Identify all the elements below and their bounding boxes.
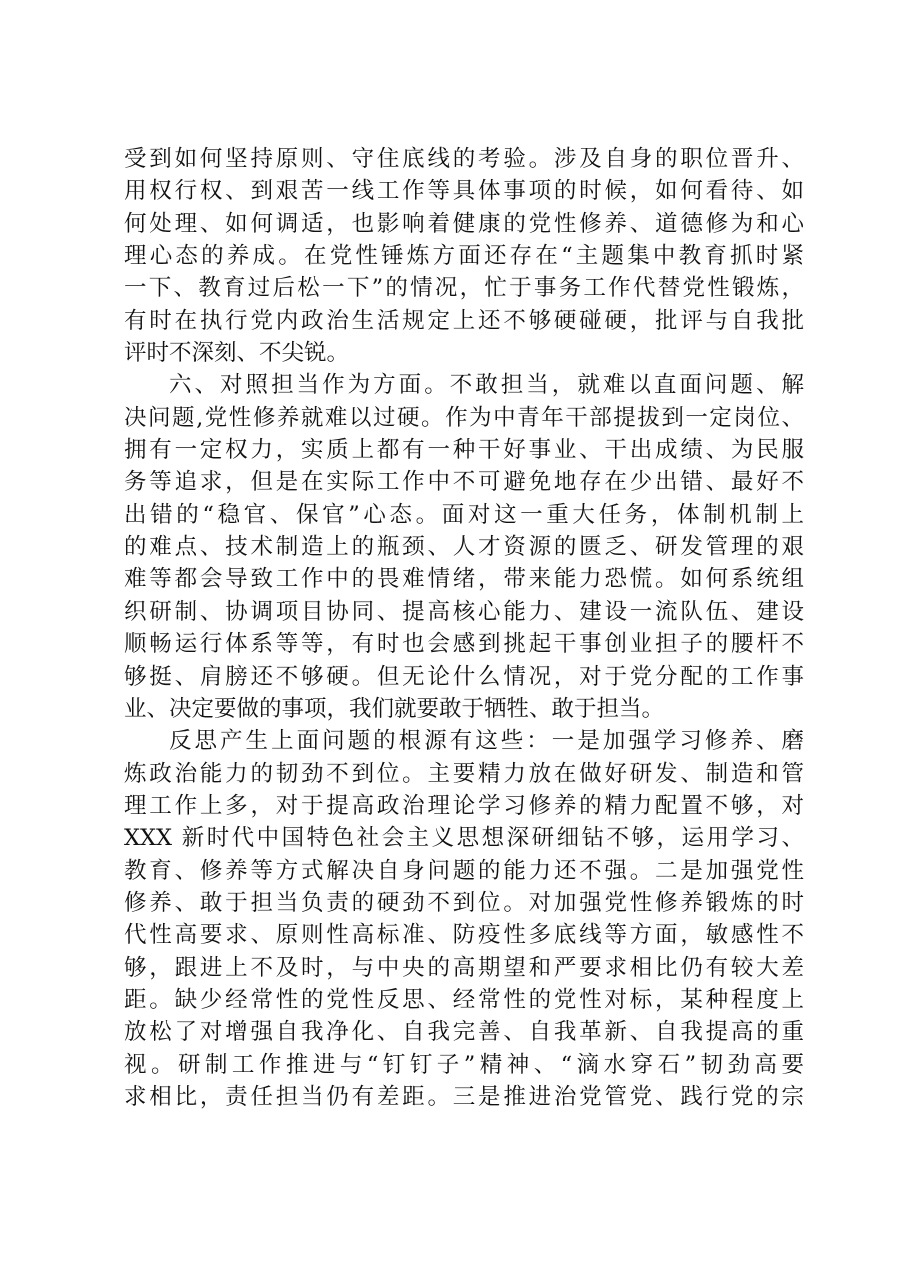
- paragraph-section-six: [124, 369, 804, 725]
- text-line: 六、对照担当作为方面。不敢担当，就难以直面问题、解: [169, 372, 804, 399]
- text-line: 织研制、协调项目协同、提高核心能力、建设一流队伍、建设: [124, 598, 804, 625]
- text-line: 有时在执行党内政治生活规定上还不够硬碰硬，批评与自我批: [124, 307, 804, 334]
- text-line: 受到如何坚持原则、守住底线的考验。涉及自身的职位晋升、: [124, 146, 804, 172]
- text-line: 求相比，责任担当仍有差距。三是推进治党管党、践行党的宗: [124, 1083, 804, 1110]
- paragraph-root-causes: [124, 725, 804, 1113]
- text-line: 业、决定要做的事项，我们就要敢于牺牲、敢于担当。: [124, 695, 665, 722]
- text-line: 代性高要求、原则性高标准、防疫性多底线等方面，敏感性不: [124, 922, 804, 949]
- text-line: 出错的“稳官、保官”心态。面对这一重大任务，体制机制上: [124, 501, 804, 528]
- text-line: 够挺、肩膀还不够硬。但无论什么情况，对于党分配的工作事: [124, 663, 804, 690]
- text-line: 难等都会导致工作中的畏难情绪，带来能力恐慌。如何系统组: [124, 566, 804, 593]
- text-line: 用权行权、到艰苦一线工作等具体事项的时候，如何看待、如: [124, 178, 804, 205]
- text-line: 修养、敢于担当负责的硬劲不到位。对加强党性修养锻炼的时: [124, 889, 804, 916]
- text-line: XXX 新时代中国特色社会主义思想深研细钻不够，运用学习、: [124, 825, 804, 852]
- text-line: 视。研制工作推进与“钉钉子”精神、“滴水穿石”韧劲高要: [124, 1051, 804, 1078]
- text-line: 理心态的养成。在党性锤炼方面还存在“主题集中教育抓时紧: [124, 243, 804, 270]
- text-line: 务等追求，但是在实际工作中不可避免地存在少出错、最好不: [124, 469, 804, 496]
- text-line: 放松了对增强自我净化、自我完善、自我革新、自我提高的重: [124, 1019, 804, 1046]
- text-line: 决问题,党性修养就难以过硬。作为中青年干部提拔到一定岗位、: [124, 404, 804, 431]
- text-line: 顺畅运行体系等等，有时也会感到挑起干事创业担子的腰杆不: [124, 631, 804, 658]
- text-line: 教育、修养等方式解决自身问题的能力还不强。二是加强党性: [124, 857, 804, 884]
- text-line: 够，跟进上不及时，与中央的高期望和严要求相比仍有较大差: [124, 954, 804, 981]
- text-line: 的难点、技术制造上的瓶颈、人才资源的匮乏、研发管理的艰: [124, 534, 804, 561]
- document-body: [124, 143, 804, 1113]
- text-line: 拥有一定权力，实质上都有一种干好事业、干出成绩、为民服: [124, 437, 804, 464]
- text-line: 评时不深刻、不尖锐。: [124, 340, 350, 367]
- text-line: 一下、教育过后松一下”的情况，忙于事务工作代替党性锻炼，: [124, 275, 804, 302]
- text-line: 何处理、如何调适，也影响着健康的党性修养、道德修为和心: [124, 210, 804, 237]
- text-line: 反思产生上面问题的根源有这些：一是加强学习修养、磨: [169, 728, 804, 755]
- paragraph-continuation: [124, 143, 804, 369]
- text-line: 距。缺少经常性的党性反思、经常性的党性对标，某种程度上: [124, 986, 804, 1013]
- text-line: 理工作上多，对于提高政治理论学习修养的精力配置不够，对: [124, 792, 804, 819]
- text-line: 炼政治能力的韧劲不到位。主要精力放在做好研发、制造和管: [124, 760, 804, 787]
